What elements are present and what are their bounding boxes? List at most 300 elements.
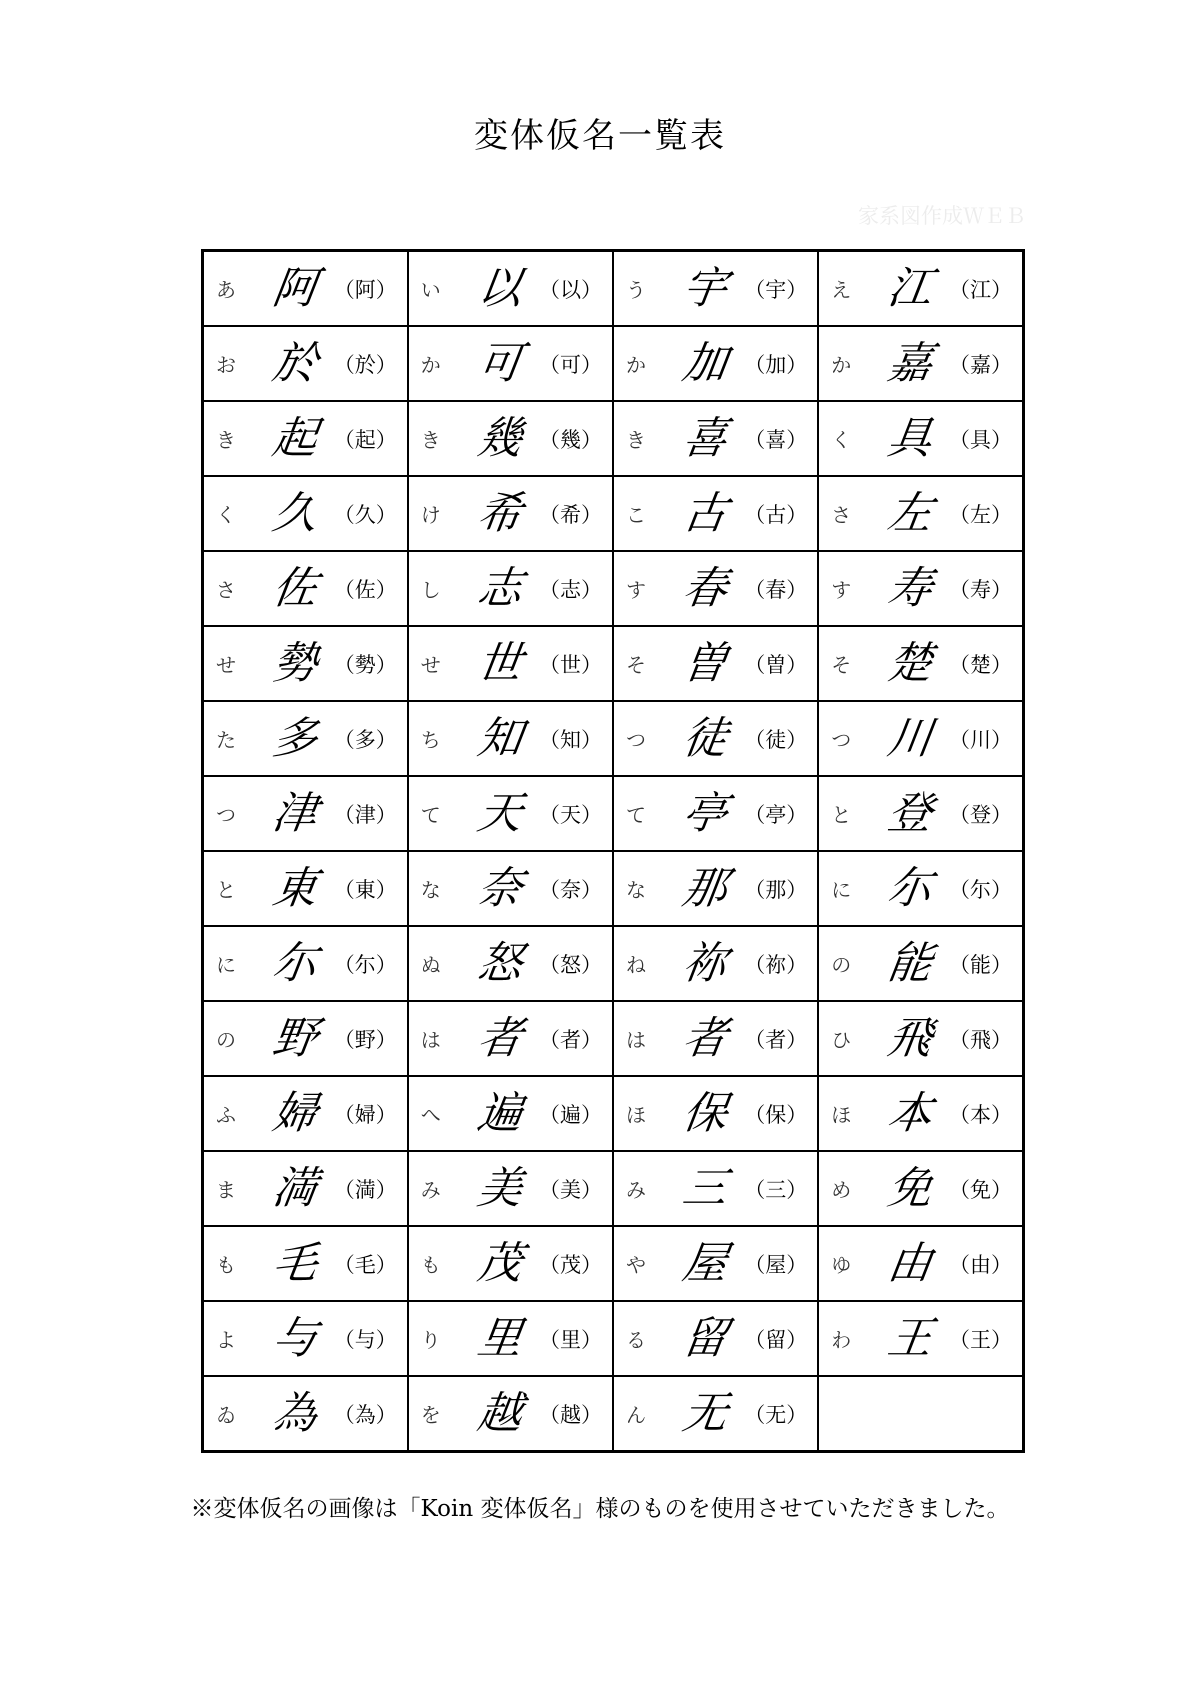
kana-cell: [818, 701, 1023, 776]
kana-cell: [203, 1301, 408, 1376]
source-kanji: （幾）: [539, 427, 602, 452]
table-row: [203, 1301, 1024, 1376]
hentaigana-glyph: 希: [474, 487, 524, 539]
source-kanji: （嘉）: [949, 352, 1012, 377]
hentaigana-glyph: 越: [474, 1387, 524, 1439]
kana-reading: は: [420, 1028, 441, 1052]
kana-cell-content: [204, 852, 407, 925]
source-kanji: （美）: [539, 1177, 602, 1202]
source-kanji: （飛）: [949, 1027, 1012, 1052]
kana-cell: [613, 551, 818, 626]
kana-cell-content: [614, 927, 817, 1000]
kana-cell-content: [409, 702, 612, 775]
kana-cell: [613, 701, 818, 776]
kana-cell-content: [819, 552, 1022, 625]
kana-reading: み: [420, 1178, 441, 1202]
kana-reading: う: [626, 278, 646, 302]
kana-cell: [613, 251, 818, 327]
kana-cell-content: [819, 477, 1022, 550]
kana-cell: [408, 851, 613, 926]
kana-reading: わ: [831, 1328, 852, 1352]
source-kanji: （起）: [333, 427, 397, 452]
source-kanji: （徒）: [744, 727, 808, 752]
source-kanji: （王）: [949, 1327, 1012, 1352]
kana-cell: [613, 1376, 818, 1452]
table-row: [203, 326, 1024, 401]
kana-cell: [203, 326, 408, 401]
kana-cell-content: [614, 777, 817, 850]
kana-reading: そ: [626, 653, 646, 677]
hentaigana-glyph: 尓: [269, 937, 319, 989]
kana-cell-content: [204, 702, 407, 775]
hentaigana-glyph: 奈: [474, 862, 524, 914]
hentaigana-glyph: 王: [884, 1312, 934, 1364]
kana-reading: な: [420, 878, 441, 902]
kana-reading: に: [216, 953, 236, 977]
source-kanji: （三）: [744, 1177, 808, 1202]
kana-cell: [203, 401, 408, 476]
kana-cell-content: [819, 1002, 1022, 1075]
table-row: [203, 1226, 1024, 1301]
source-kanji: （寿）: [949, 577, 1012, 602]
kana-cell: [203, 1151, 408, 1226]
kana-cell-content: [409, 1302, 612, 1375]
kana-cell-content: [819, 402, 1022, 475]
kana-reading: お: [216, 353, 236, 377]
kana-cell: [818, 1001, 1023, 1076]
hentaigana-glyph: 満: [269, 1162, 319, 1214]
kana-reading: ほ: [831, 1103, 852, 1127]
hentaigana-glyph: 保: [679, 1087, 729, 1139]
kana-reading: せ: [420, 653, 441, 677]
kana-cell: [818, 1226, 1023, 1301]
hentaigana-glyph: 无: [679, 1387, 729, 1439]
hentaigana-table: [201, 249, 1025, 1453]
kana-reading: や: [626, 1253, 646, 1277]
source-kanji: （与）: [333, 1327, 397, 1352]
kana-cell-content: [614, 852, 817, 925]
kana-cell-content: [204, 1077, 407, 1150]
kana-cell-content: [819, 1302, 1022, 1375]
hentaigana-glyph: 勢: [269, 637, 319, 689]
hentaigana-glyph: 茂: [474, 1237, 524, 1289]
kana-reading: ち: [420, 728, 441, 752]
table-row: [203, 926, 1024, 1001]
kana-cell-content: [204, 1302, 407, 1375]
kana-cell-content: [614, 552, 817, 625]
source-kanji: （具）: [949, 427, 1012, 452]
kana-cell: [818, 326, 1023, 401]
kana-cell-content: [409, 1077, 612, 1150]
kana-cell: [408, 251, 613, 327]
kana-reading: も: [216, 1253, 236, 1277]
hentaigana-glyph: 世: [474, 637, 524, 689]
kana-cell: [818, 851, 1023, 926]
kana-cell-content: [204, 1377, 407, 1450]
hentaigana-glyph: 飛: [884, 1012, 934, 1064]
kana-reading: か: [626, 353, 646, 377]
source-kanji: （天）: [539, 802, 602, 827]
kana-reading: つ: [831, 728, 852, 752]
kana-cell-content: [409, 777, 612, 850]
kana-cell: [408, 401, 613, 476]
page-title: 変体仮名一覧表: [474, 116, 726, 156]
source-kanji: （満）: [333, 1177, 397, 1202]
source-kanji: （怒）: [539, 952, 602, 977]
kana-cell: [818, 1076, 1023, 1151]
source-kanji: （可）: [539, 352, 602, 377]
source-kanji: （佐）: [333, 577, 397, 602]
hentaigana-glyph: 佐: [269, 562, 319, 614]
kana-cell: [203, 1376, 408, 1452]
hentaigana-glyph: 東: [269, 862, 319, 914]
kana-cell-content: [409, 477, 612, 550]
source-kanji: （津）: [333, 802, 397, 827]
kana-reading: ゆ: [831, 1253, 852, 1277]
table-row: [203, 776, 1024, 851]
kana-reading: の: [216, 1028, 236, 1052]
kana-reading: て: [420, 803, 441, 827]
kana-cell: [613, 926, 818, 1001]
hentaigana-glyph: 屋: [679, 1237, 729, 1289]
hentaigana-glyph: 者: [679, 1012, 729, 1064]
source-kanji: （越）: [539, 1402, 602, 1427]
kana-cell-content: [819, 327, 1022, 400]
kana-reading: も: [420, 1253, 441, 1277]
hentaigana-glyph: 楚: [884, 637, 934, 689]
kana-reading: ゐ: [216, 1403, 236, 1427]
source-kanji: （喜）: [744, 427, 808, 452]
hentaigana-glyph: 久: [269, 487, 319, 539]
kana-cell-content: [819, 1077, 1022, 1150]
kana-cell-content: [204, 327, 407, 400]
kana-reading: て: [626, 803, 646, 827]
table-row: [203, 476, 1024, 551]
source-kanji: （知）: [539, 727, 602, 752]
table-row: [203, 551, 1024, 626]
source-kanji: （久）: [333, 502, 397, 527]
hentaigana-glyph: 亭: [679, 787, 729, 839]
hentaigana-glyph: 怒: [474, 937, 524, 989]
table-row: [203, 701, 1024, 776]
kana-cell-content: [409, 927, 612, 1000]
kana-reading: か: [831, 353, 852, 377]
kana-cell: [818, 401, 1023, 476]
kana-cell-content: [614, 252, 817, 325]
kana-cell: [818, 776, 1023, 851]
hentaigana-glyph: 寿: [884, 562, 934, 614]
kana-cell-content: [204, 1002, 407, 1075]
source-kanji: （保）: [744, 1102, 808, 1127]
kana-cell-content: [614, 477, 817, 550]
kana-cell: [818, 1376, 1023, 1452]
kana-cell-content: [409, 402, 612, 475]
source-kanji: （以）: [539, 277, 602, 302]
source-kanji: （尓）: [949, 877, 1012, 902]
kana-reading: ふ: [216, 1103, 236, 1127]
kana-cell: [818, 476, 1023, 551]
kana-cell-content: [819, 777, 1022, 850]
kana-reading: く: [831, 428, 852, 452]
kana-cell: [613, 1076, 818, 1151]
kana-reading: よ: [216, 1328, 236, 1352]
kana-cell: [613, 1226, 818, 1301]
hentaigana-glyph: 春: [679, 562, 729, 614]
kana-cell: [408, 701, 613, 776]
kana-reading: め: [831, 1178, 852, 1202]
source-kanji: （川）: [949, 727, 1012, 752]
source-kanji: （野）: [333, 1027, 397, 1052]
kana-cell-content: [204, 777, 407, 850]
kana-cell-content: [819, 1227, 1022, 1300]
source-kanji: （尓）: [333, 952, 397, 977]
hentaigana-glyph: 留: [679, 1312, 729, 1364]
kana-cell: [818, 626, 1023, 701]
kana-cell: [613, 401, 818, 476]
kana-cell: [613, 1151, 818, 1226]
watermark: 家系図作成ＷＥＢ: [858, 204, 1026, 228]
hentaigana-glyph: 喜: [679, 412, 729, 464]
kana-reading: か: [420, 353, 441, 377]
kana-cell: [203, 551, 408, 626]
kana-reading: ひ: [831, 1028, 852, 1052]
kana-reading: に: [831, 878, 852, 902]
kana-cell-content: [614, 1077, 817, 1150]
kana-cell: [818, 926, 1023, 1001]
hentaigana-glyph: 川: [884, 712, 934, 764]
hentaigana-glyph: 由: [884, 1237, 934, 1289]
kana-reading: け: [420, 503, 441, 527]
source-kanji: （曽）: [744, 652, 808, 677]
kana-reading: り: [420, 1328, 441, 1352]
kana-reading: さ: [831, 503, 852, 527]
hentaigana-glyph: 毛: [269, 1237, 319, 1289]
kana-reading: あ: [216, 278, 236, 302]
hentaigana-glyph: 与: [269, 1312, 319, 1364]
kana-cell: [818, 251, 1023, 327]
kana-cell: [203, 926, 408, 1001]
source-kanji: （宇）: [744, 277, 808, 302]
kana-cell: [613, 626, 818, 701]
hentaigana-glyph: 野: [269, 1012, 319, 1064]
kana-cell: [203, 851, 408, 926]
hentaigana-glyph: 尓: [884, 862, 934, 914]
source-kanji: （无）: [744, 1402, 808, 1427]
kana-cell: [408, 476, 613, 551]
source-kanji: （留）: [744, 1327, 808, 1352]
kana-cell: [203, 701, 408, 776]
kana-cell: [613, 476, 818, 551]
source-kanji: （江）: [949, 277, 1012, 302]
kana-reading: へ: [420, 1103, 441, 1127]
kana-reading: を: [420, 1403, 441, 1427]
table-row: [203, 1001, 1024, 1076]
kana-cell-content: [409, 552, 612, 625]
hentaigana-glyph: 嘉: [884, 337, 934, 389]
source-kanji: （屋）: [744, 1252, 808, 1277]
hentaigana-glyph: 知: [474, 712, 524, 764]
hentaigana-glyph: 三: [679, 1162, 729, 1214]
hentaigana-glyph: 天: [474, 787, 524, 839]
hentaigana-glyph: 加: [679, 337, 729, 389]
kana-cell-content: [819, 852, 1022, 925]
kana-reading: さ: [216, 578, 236, 602]
hentaigana-glyph: 以: [474, 262, 524, 314]
hentaigana-glyph: 幾: [474, 412, 524, 464]
source-kanji: （多）: [333, 727, 397, 752]
source-kanji: （那）: [744, 877, 808, 902]
kana-reading: し: [420, 578, 441, 602]
kana-cell-content: [409, 1002, 612, 1075]
kana-cell-content: [204, 402, 407, 475]
hentaigana-glyph: 徒: [679, 712, 729, 764]
kana-cell-content: [409, 1227, 612, 1300]
hentaigana-glyph: 那: [679, 862, 729, 914]
table-row: [203, 1076, 1024, 1151]
table-row: [203, 1151, 1024, 1226]
kana-cell-content: [409, 852, 612, 925]
hentaigana-glyph: 志: [474, 562, 524, 614]
kana-cell-content: [614, 627, 817, 700]
hentaigana-glyph: 婦: [269, 1087, 319, 1139]
hentaigana-glyph: 江: [884, 262, 934, 314]
kana-reading: る: [626, 1328, 646, 1352]
kana-reading: く: [216, 503, 236, 527]
hentaigana-glyph: 宇: [679, 262, 729, 314]
hentaigana-glyph: 左: [884, 487, 934, 539]
source-kanji: （毛）: [333, 1252, 397, 1277]
hentaigana-glyph: 者: [474, 1012, 524, 1064]
kana-reading: た: [216, 728, 236, 752]
kana-reading: き: [216, 428, 236, 452]
kana-cell: [408, 551, 613, 626]
kana-cell: [408, 1076, 613, 1151]
kana-reading: そ: [831, 653, 852, 677]
source-kanji: （左）: [949, 502, 1012, 527]
kana-cell: [203, 476, 408, 551]
source-kanji: （本）: [949, 1102, 1012, 1127]
kana-cell: [408, 1376, 613, 1452]
kana-cell: [613, 851, 818, 926]
kana-cell: [818, 551, 1023, 626]
kana-cell-content: [409, 1377, 612, 1450]
source-kanji: （遍）: [539, 1102, 602, 1127]
kana-reading: と: [831, 803, 852, 827]
hentaigana-glyph: 阿: [269, 262, 319, 314]
kana-cell-content: [819, 927, 1022, 1000]
kana-cell: [203, 1001, 408, 1076]
source-kanji: （楚）: [949, 652, 1012, 677]
kana-cell: [203, 251, 408, 327]
kana-cell-content: [409, 627, 612, 700]
hentaigana-glyph: 古: [679, 487, 729, 539]
kana-reading: き: [626, 428, 646, 452]
kana-reading: せ: [216, 653, 236, 677]
source-kanji: （茂）: [539, 1252, 602, 1277]
kana-cell: [408, 1226, 613, 1301]
kana-cell-content: [819, 702, 1022, 775]
kana-cell-content: [614, 1227, 817, 1300]
hentaigana-glyph: 多: [269, 712, 319, 764]
kana-reading: ね: [626, 953, 646, 977]
source-kanji: （志）: [539, 577, 602, 602]
kana-cell-content: [204, 627, 407, 700]
hentaigana-glyph: 津: [269, 787, 319, 839]
kana-reading: つ: [626, 728, 646, 752]
source-kanji: （亭）: [744, 802, 808, 827]
source-kanji: （能）: [949, 952, 1012, 977]
table-row: [203, 1376, 1024, 1452]
kana-cell: [408, 626, 613, 701]
kana-cell: [203, 626, 408, 701]
source-kanji: （祢）: [744, 952, 808, 977]
kana-cell-content: [409, 1152, 612, 1225]
source-kanji: （免）: [949, 1177, 1012, 1202]
kana-cell-content: [204, 927, 407, 1000]
kana-reading: み: [626, 1178, 646, 1202]
hentaigana-glyph: 美: [474, 1162, 524, 1214]
kana-cell: [203, 776, 408, 851]
kana-cell-content: [614, 1152, 817, 1225]
kana-cell-content: [204, 1227, 407, 1300]
kana-cell-content: [819, 1152, 1022, 1225]
kana-cell: [408, 776, 613, 851]
kana-cell: [613, 326, 818, 401]
kana-cell-content: [204, 552, 407, 625]
kana-cell-content: [204, 1152, 407, 1225]
kana-cell-content: [614, 402, 817, 475]
table-row: [203, 851, 1024, 926]
kana-cell: [408, 926, 613, 1001]
kana-cell: [408, 1001, 613, 1076]
kana-reading: き: [420, 428, 441, 452]
kana-reading: え: [831, 278, 852, 302]
source-kanji: （婦）: [333, 1102, 397, 1127]
source-kanji: （古）: [744, 502, 808, 527]
kana-reading: な: [626, 878, 646, 902]
kana-cell: [408, 326, 613, 401]
kana-cell-content: [204, 477, 407, 550]
kana-cell: [613, 1001, 818, 1076]
kana-reading: ほ: [626, 1103, 646, 1127]
kana-reading: と: [216, 878, 236, 902]
hentaigana-glyph: 曽: [679, 637, 729, 689]
hentaigana-glyph: 能: [884, 937, 934, 989]
table-row: [203, 251, 1024, 327]
table-row: [203, 401, 1024, 476]
source-kanji: （登）: [949, 802, 1012, 827]
kana-reading: つ: [216, 803, 236, 827]
kana-cell-content: [819, 252, 1022, 325]
hentaigana-glyph: 免: [884, 1162, 934, 1214]
source-kanji: （者）: [539, 1027, 602, 1052]
kana-reading: こ: [626, 503, 646, 527]
kana-cell: [613, 1301, 818, 1376]
kana-cell-content: [409, 252, 612, 325]
source-kanji: （於）: [333, 352, 397, 377]
kana-cell-content: [409, 327, 612, 400]
hentaigana-glyph: 里: [474, 1312, 524, 1364]
kana-reading: は: [626, 1028, 646, 1052]
kana-cell: [818, 1301, 1023, 1376]
kana-cell: [613, 776, 818, 851]
hentaigana-glyph: 遍: [474, 1087, 524, 1139]
source-kanji: （者）: [744, 1027, 808, 1052]
kana-cell: [408, 1151, 613, 1226]
kana-reading: す: [626, 578, 646, 602]
source-kanji: （春）: [744, 577, 808, 602]
kana-cell-content: [614, 327, 817, 400]
